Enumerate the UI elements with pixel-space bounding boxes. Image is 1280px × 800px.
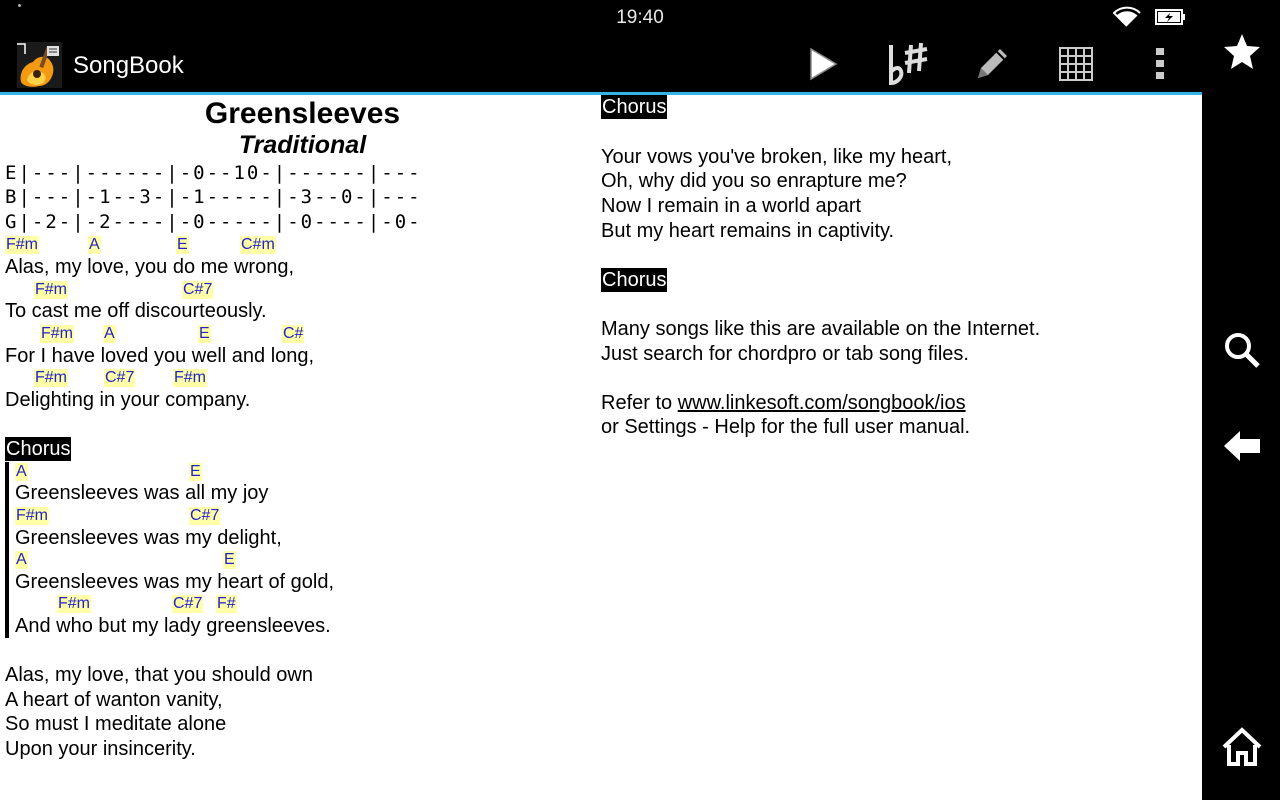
app-title: SongBook bbox=[73, 52, 184, 79]
lyric-line: To cast me off discourteously. bbox=[5, 300, 267, 322]
lyric-line: Alas, my love, you do me wrong, bbox=[5, 256, 295, 278]
chord[interactable]: A bbox=[104, 325, 115, 342]
home-button[interactable] bbox=[1214, 721, 1270, 777]
chord[interactable]: A bbox=[16, 463, 27, 480]
lyric-line: Your vows you've broken, like my heart, bbox=[601, 146, 953, 168]
status-time: 19:40 bbox=[616, 7, 664, 28]
play-icon bbox=[808, 47, 838, 86]
lyric-line: Delighting in your company. bbox=[5, 389, 251, 411]
tab-line: G|-2-|-2----|-0-----|-0----|-0- bbox=[5, 211, 422, 233]
chord[interactable]: A bbox=[16, 551, 27, 568]
lyric-line: Greensleeves was my heart of gold, bbox=[15, 571, 335, 593]
lyric-line: Greensleeves was all my joy bbox=[15, 482, 269, 504]
chorus-label: Chorus bbox=[602, 269, 667, 291]
search-icon bbox=[1223, 331, 1261, 374]
chord[interactable]: F#m bbox=[35, 369, 67, 386]
action-bar bbox=[0, 37, 1202, 93]
guitar-logo-icon[interactable] bbox=[17, 42, 62, 88]
lyric-line: And who but my lady greensleeves. bbox=[15, 615, 331, 637]
star-icon bbox=[1222, 32, 1262, 77]
song-view[interactable] bbox=[0, 95, 1202, 800]
song-artist: Traditional bbox=[238, 131, 367, 159]
chord[interactable]: F#m bbox=[41, 325, 73, 342]
lyric-line: For I have loved you well and long, bbox=[5, 345, 315, 367]
lyric-line: Upon your insincerity. bbox=[5, 738, 196, 760]
home-icon bbox=[1221, 727, 1263, 772]
search-button[interactable] bbox=[1214, 324, 1270, 380]
chord[interactable]: E bbox=[190, 463, 201, 480]
edit-button[interactable] bbox=[964, 43, 1020, 89]
info-line: or Settings - Help for the full user manual. bbox=[601, 416, 971, 438]
chorus-label: Chorus bbox=[6, 438, 71, 460]
lyric-line: Oh, why did you so enrapture me? bbox=[601, 170, 907, 192]
grid-icon bbox=[1058, 46, 1094, 87]
chord[interactable]: F#m bbox=[58, 595, 90, 612]
refer-line bbox=[601, 391, 966, 415]
chorus-label: Chorus bbox=[602, 96, 667, 118]
lyric-line: Alas, my love, that you should own bbox=[5, 664, 313, 686]
chord[interactable]: E bbox=[224, 551, 235, 568]
info-line: Just search for chordpro or tab song files. bbox=[601, 343, 969, 365]
chord[interactable]: C#m bbox=[241, 236, 275, 253]
lyric-line: So must I meditate alone bbox=[5, 713, 227, 735]
chord[interactable]: F#m bbox=[174, 369, 206, 386]
refer-prefix: Refer to bbox=[601, 392, 678, 414]
chord[interactable]: C#7 bbox=[183, 281, 213, 298]
info-line: Many songs like this are available on the Internet. bbox=[601, 318, 1041, 340]
pencil-icon bbox=[972, 44, 1012, 89]
status-bar bbox=[0, 0, 1202, 35]
overflow-menu-button[interactable] bbox=[1132, 43, 1188, 89]
back-arrow-icon bbox=[1222, 429, 1262, 468]
chord[interactable]: F#m bbox=[6, 236, 38, 253]
manual-link[interactable]: www.linkesoft.com/songbook/ios bbox=[677, 392, 966, 414]
chords-button[interactable] bbox=[1048, 43, 1104, 89]
lyric-line: A heart of wanton vanity, bbox=[5, 689, 223, 711]
song-title: Greensleeves bbox=[204, 97, 401, 130]
lyric-line: Now I remain in a world apart bbox=[601, 195, 862, 217]
lyric-line: But my heart remains in captivity. bbox=[601, 220, 895, 242]
chord[interactable]: E bbox=[199, 325, 210, 342]
overflow-menu-icon bbox=[1155, 47, 1165, 86]
favorite-button[interactable] bbox=[1214, 26, 1270, 82]
chord[interactable]: C#7 bbox=[173, 595, 203, 612]
transpose-button[interactable] bbox=[880, 43, 936, 89]
lyric-line: Greensleeves was my delight, bbox=[15, 527, 282, 549]
battery-icon bbox=[1155, 9, 1187, 30]
chord[interactable]: C#7 bbox=[105, 369, 135, 386]
flat-sharp-icon bbox=[883, 39, 933, 94]
chord[interactable]: F#m bbox=[16, 507, 48, 524]
chord[interactable]: A bbox=[89, 236, 100, 253]
play-button[interactable] bbox=[795, 43, 851, 89]
chord[interactable]: E bbox=[177, 236, 188, 253]
wifi-icon bbox=[1113, 6, 1141, 33]
navigation-bar bbox=[1202, 0, 1280, 800]
back-button[interactable] bbox=[1214, 420, 1270, 476]
tab-line: B|---|-1--3-|-1-----|-3--0-|--- bbox=[5, 186, 422, 208]
chord[interactable]: C#7 bbox=[190, 507, 220, 524]
chord[interactable]: C# bbox=[283, 325, 304, 342]
chord[interactable]: F#m bbox=[35, 281, 67, 298]
chorus-marker bbox=[5, 462, 9, 638]
tab-line: E|---|------|-0--10-|------|--- bbox=[5, 162, 422, 184]
chord[interactable]: F# bbox=[217, 595, 236, 612]
